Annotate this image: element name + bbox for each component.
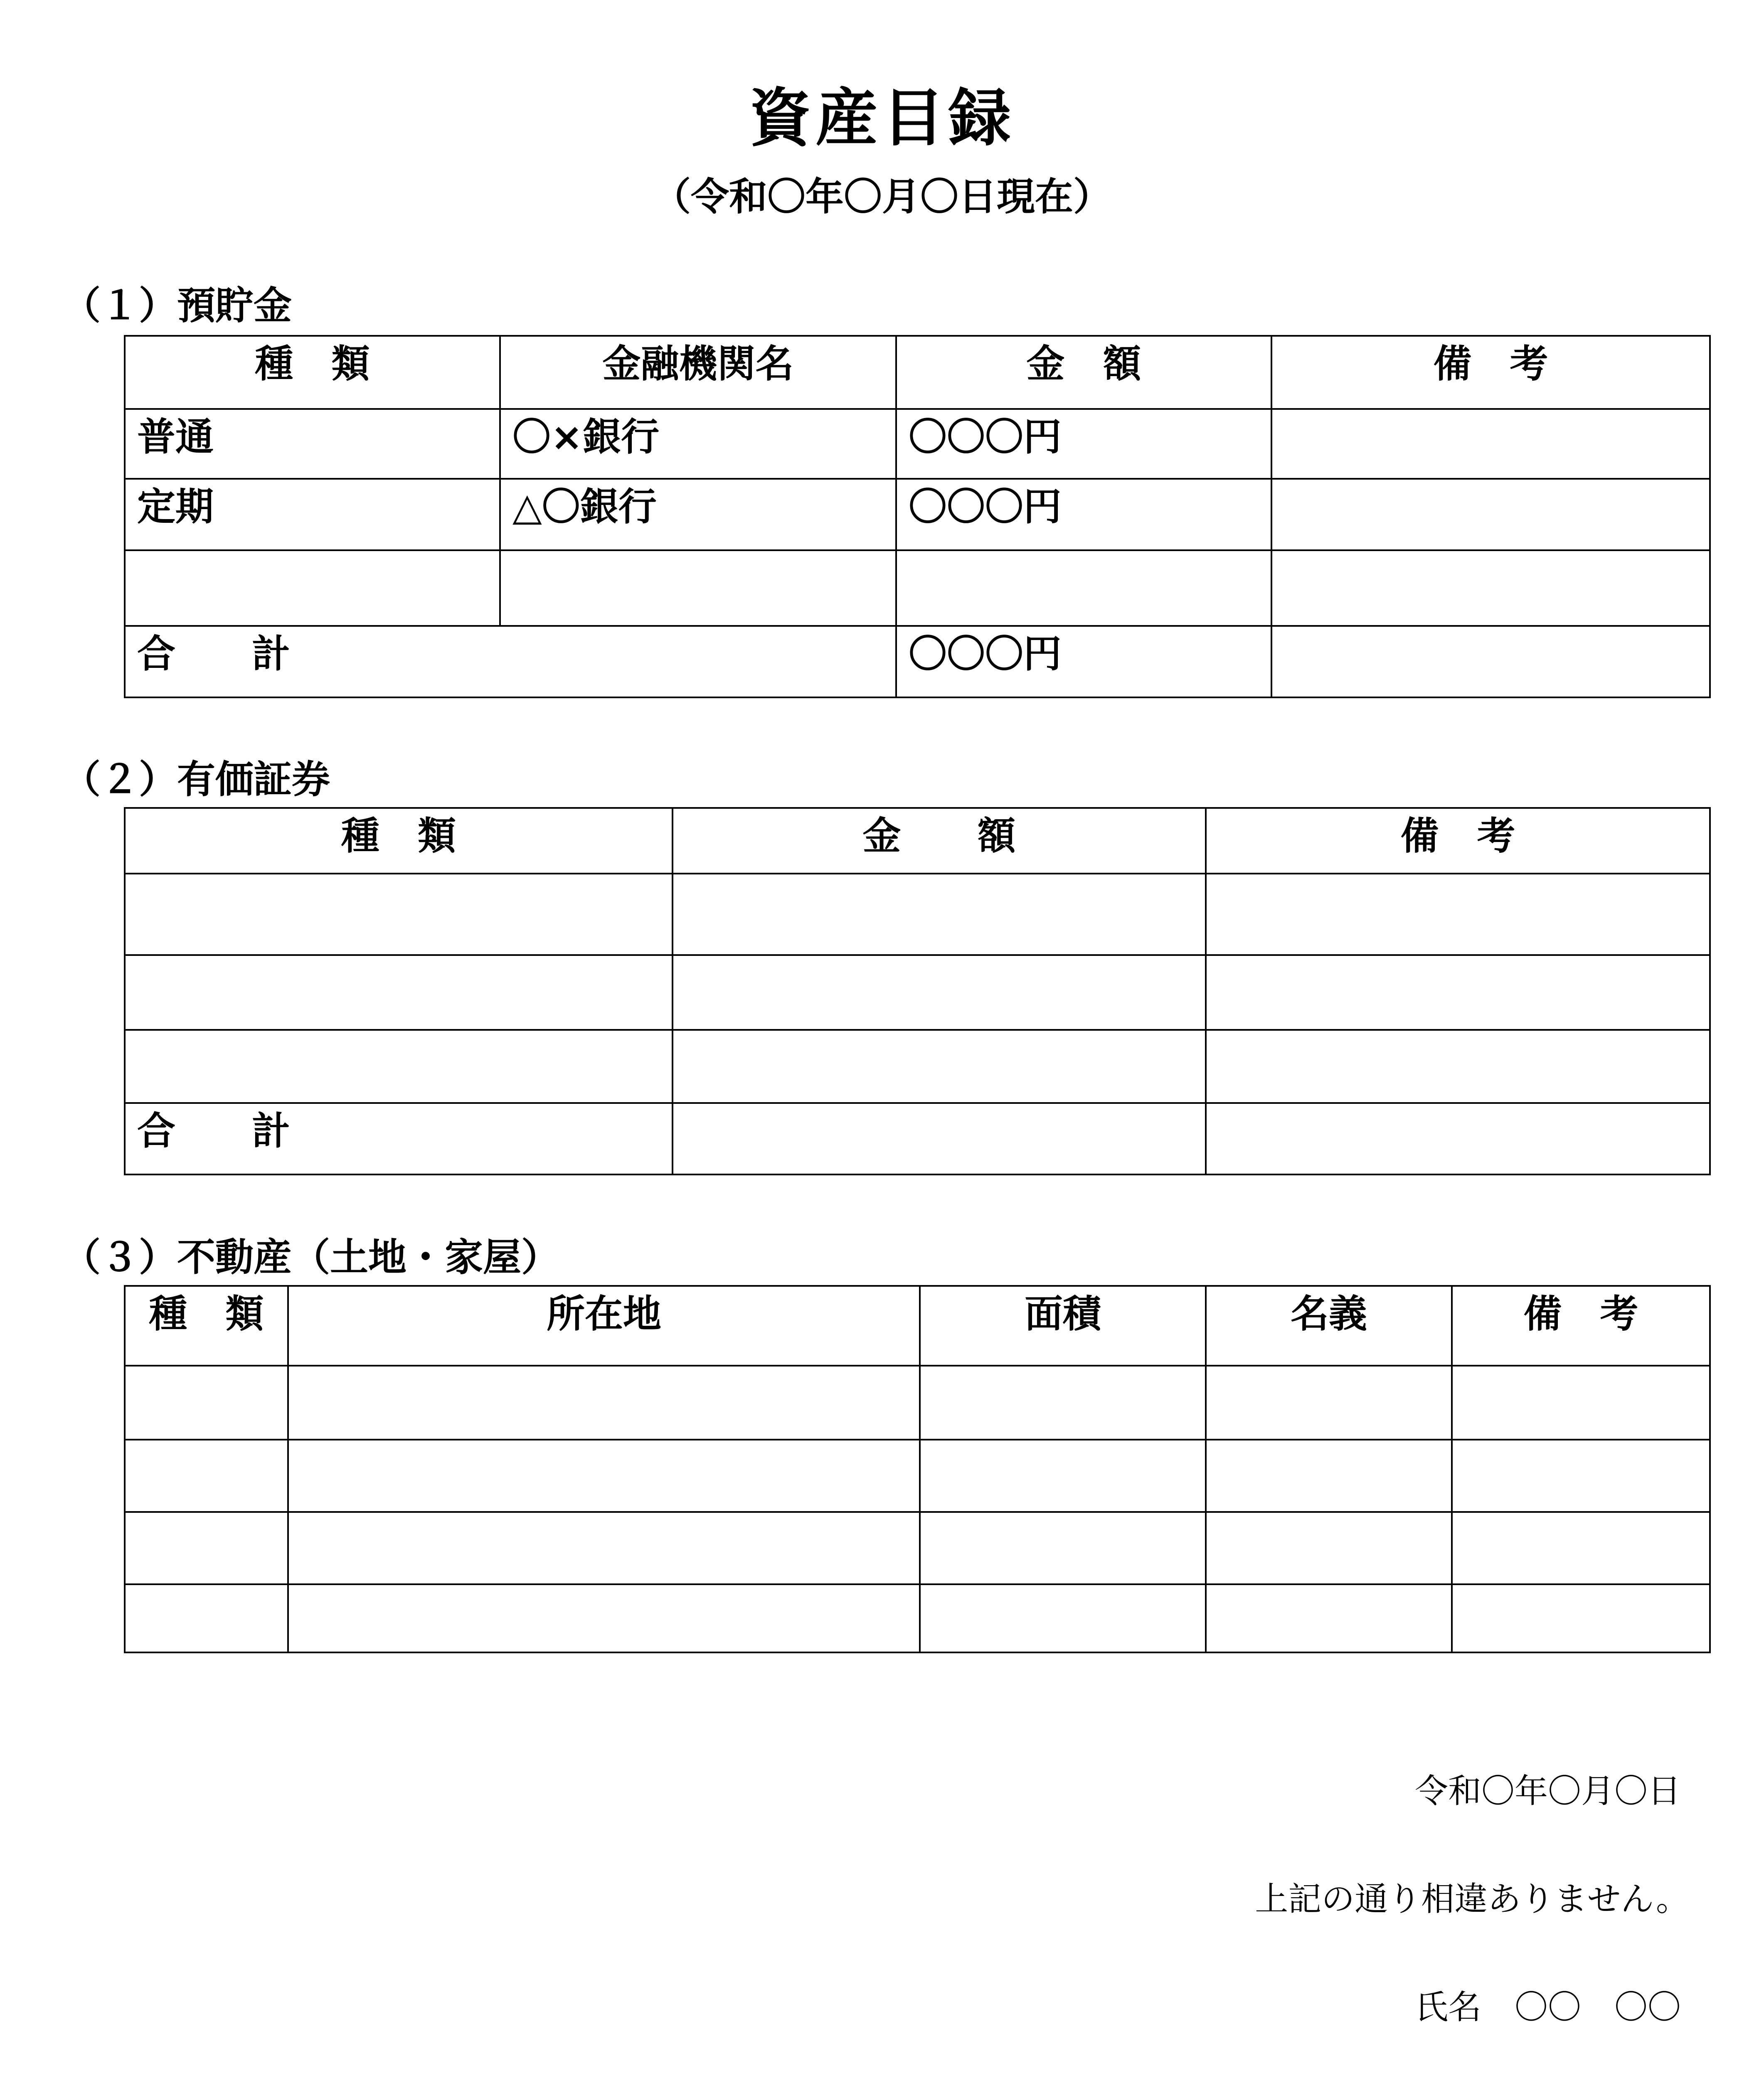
real-estate-cell-owner[interactable] bbox=[1206, 1584, 1452, 1652]
table-row bbox=[125, 1584, 1710, 1652]
table-row bbox=[125, 550, 1710, 626]
section-deposits-heading: （１）預貯金 bbox=[62, 283, 292, 328]
securities-cell-amount[interactable] bbox=[673, 874, 1206, 955]
real-estate-cell-note[interactable] bbox=[1452, 1584, 1710, 1652]
footer-statement: 上記の通り相違ありません。 bbox=[1255, 1880, 1689, 1918]
securities-cell-note[interactable] bbox=[1206, 1030, 1710, 1103]
deposits-cell-type[interactable] bbox=[125, 550, 500, 626]
deposits-cell-amount[interactable] bbox=[896, 550, 1271, 626]
table-row bbox=[125, 1030, 1710, 1103]
real-estate-col-owner: 名義 bbox=[1206, 1286, 1452, 1366]
real-estate-cell-area[interactable] bbox=[920, 1512, 1206, 1584]
deposits-cell-type[interactable]: 普通 bbox=[125, 409, 500, 479]
securities-cell-note[interactable] bbox=[1206, 874, 1710, 955]
real-estate-col-area: 面積 bbox=[920, 1286, 1206, 1366]
deposits-col-bank: 金融機関名 bbox=[500, 336, 896, 409]
table-row bbox=[125, 1440, 1710, 1512]
real-estate-col-type: 種 類 bbox=[125, 1286, 288, 1366]
table-row bbox=[125, 409, 1710, 479]
securities-col-type: 種 類 bbox=[125, 808, 673, 874]
deposits-cell-type[interactable]: 定期 bbox=[125, 479, 500, 550]
securities-total-amount[interactable] bbox=[673, 1103, 1206, 1174]
deposits-total-label: 合 計 bbox=[125, 626, 896, 697]
real-estate-cell-area[interactable] bbox=[920, 1440, 1206, 1512]
real-estate-cell-note[interactable] bbox=[1452, 1366, 1710, 1440]
deposits-total-amount[interactable]: 〇〇〇円 bbox=[896, 626, 1271, 697]
real-estate-cell-type[interactable] bbox=[125, 1584, 288, 1652]
real-estate-cell-type[interactable] bbox=[125, 1440, 288, 1512]
deposits-col-amount: 金 額 bbox=[896, 336, 1271, 409]
real-estate-cell-note[interactable] bbox=[1452, 1440, 1710, 1512]
securities-total-note[interactable] bbox=[1206, 1103, 1710, 1174]
real-estate-cell-location[interactable] bbox=[288, 1366, 920, 1440]
deposits-cell-note[interactable] bbox=[1271, 409, 1710, 479]
deposits-cell-note[interactable] bbox=[1271, 550, 1710, 626]
footer-signature: 氏名 〇〇 〇〇 bbox=[1415, 1988, 1681, 2026]
table-row bbox=[125, 1512, 1710, 1584]
deposits-cell-amount[interactable]: 〇〇〇円 bbox=[896, 409, 1271, 479]
table-row bbox=[125, 479, 1710, 550]
real-estate-cell-owner[interactable] bbox=[1206, 1366, 1452, 1440]
securities-cell-type[interactable] bbox=[125, 874, 673, 955]
as-of-date: （令和〇年〇月〇日現在） bbox=[652, 175, 1111, 219]
real-estate-cell-location[interactable] bbox=[288, 1512, 920, 1584]
real-estate-col-location: 所在地 bbox=[288, 1286, 920, 1366]
deposits-cell-amount[interactable]: 〇〇〇円 bbox=[896, 479, 1271, 550]
real-estate-cell-owner[interactable] bbox=[1206, 1440, 1452, 1512]
table-row bbox=[125, 955, 1710, 1030]
table-row bbox=[125, 1366, 1710, 1440]
section-securities-heading: （２）有価証券 bbox=[62, 757, 330, 802]
securities-total-row bbox=[125, 1103, 1710, 1174]
deposits-table bbox=[124, 335, 1711, 698]
securities-cell-amount[interactable] bbox=[673, 955, 1206, 1030]
deposits-col-type: 種 類 bbox=[125, 336, 500, 409]
real-estate-table bbox=[124, 1285, 1711, 1653]
deposits-cell-bank[interactable]: △〇銀行 bbox=[500, 479, 896, 550]
real-estate-cell-area[interactable] bbox=[920, 1584, 1206, 1652]
securities-col-note: 備 考 bbox=[1206, 808, 1710, 874]
securities-cell-type[interactable] bbox=[125, 955, 673, 1030]
deposits-cell-bank[interactable] bbox=[500, 550, 896, 626]
real-estate-cell-type[interactable] bbox=[125, 1366, 288, 1440]
deposits-col-note: 備 考 bbox=[1271, 336, 1710, 409]
securities-cell-note[interactable] bbox=[1206, 955, 1710, 1030]
securities-total-label: 合 計 bbox=[125, 1103, 673, 1174]
securities-cell-amount[interactable] bbox=[673, 1030, 1206, 1103]
real-estate-cell-location[interactable] bbox=[288, 1584, 920, 1652]
real-estate-cell-location[interactable] bbox=[288, 1440, 920, 1512]
real-estate-cell-note[interactable] bbox=[1452, 1512, 1710, 1584]
document-title: 資産目録 bbox=[749, 82, 1015, 155]
deposits-total-row bbox=[125, 626, 1710, 697]
securities-col-amount: 金 額 bbox=[673, 808, 1206, 874]
real-estate-cell-area[interactable] bbox=[920, 1366, 1206, 1440]
real-estate-cell-type[interactable] bbox=[125, 1512, 288, 1584]
deposits-cell-note[interactable] bbox=[1271, 479, 1710, 550]
section-real-estate-heading: （３）不動産（土地・家屋） bbox=[62, 1235, 560, 1280]
deposits-cell-bank[interactable]: 〇×銀行 bbox=[500, 409, 896, 479]
table-row bbox=[125, 874, 1710, 955]
real-estate-cell-owner[interactable] bbox=[1206, 1512, 1452, 1584]
securities-cell-type[interactable] bbox=[125, 1030, 673, 1103]
footer-date: 令和〇年〇月〇日 bbox=[1415, 1772, 1681, 1810]
deposits-total-note[interactable] bbox=[1271, 626, 1710, 697]
real-estate-col-note: 備 考 bbox=[1452, 1286, 1710, 1366]
securities-table bbox=[124, 807, 1711, 1175]
